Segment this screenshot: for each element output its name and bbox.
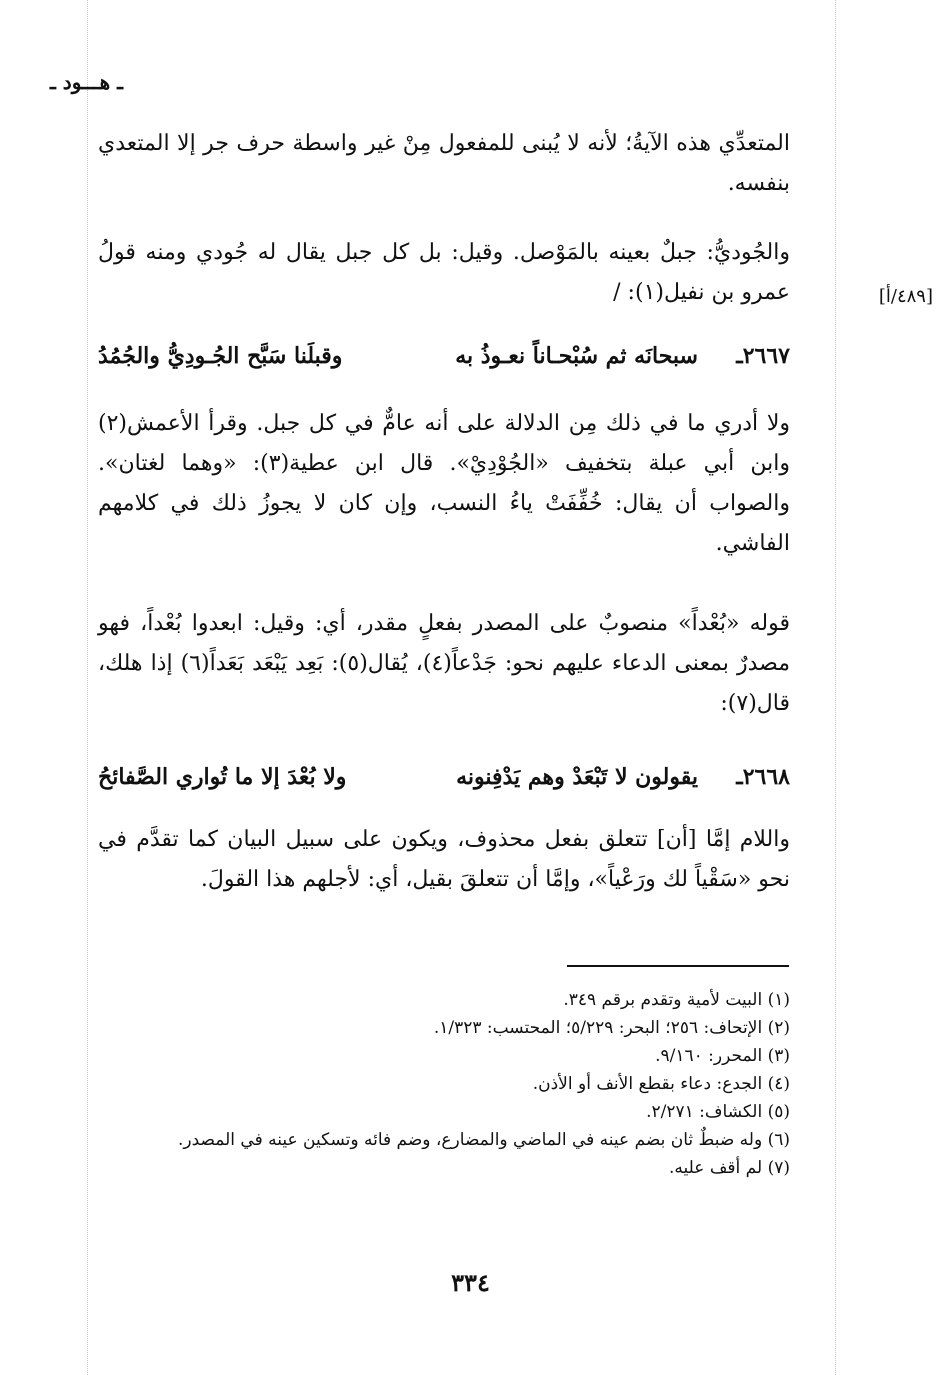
paragraph-5: واللام إمَّا [أن] تتعلق بفعل محذوف، ويكون على سبيل البيان كما تقدَّم في نحو «سَقْياً لك ورَعْياً»، وإمَّا أن تتعلقَ بقيل، أي: لأجلهم هذا القولَ. xyxy=(98,827,790,892)
footnote-separator xyxy=(567,965,789,967)
paragraph-2: والجُوديُّ: جبلٌ بعينه بالمَوْصل. وقيل: بل كل جبل يقال له جُودي ومنه قولُ عمرو بن نفيل(١): / xyxy=(98,240,790,305)
paragraph-4: قوله «بُعْداً» منصوبٌ على المصدر بفعلٍ مقدر، أي: وقيل: ابعدوا بُعْداً، فهو مصدرٌ بمعنى الدعاء عليهم نحو: جَدْعاً(٤)، يُقال(٥): بَعِد يَبْعَد بَعَداً(٦) إذا هلك، قال(٧): xyxy=(98,611,790,716)
margin-folio-ref: [٤٨٩/أ] xyxy=(878,286,933,307)
verse-number: ٢٦٦٨ـ xyxy=(736,764,790,790)
verse-first-hemistich: يقولون لا تَبْعَدْ وهم يَدْفِنونه xyxy=(456,764,698,790)
verse-second-hemistich: ولا بُعْدَ إلا ما تُواري الصَّفائحُ xyxy=(98,764,347,790)
page-number: ٣٣٤ xyxy=(451,1268,490,1297)
verse-second-hemistich: وقبلَنا سَبَّح الجُـودِيُّ والجُمُدُ xyxy=(98,343,343,369)
footnote: (١) البيت لأمية وتقدم برقم ٣٤٩. xyxy=(563,990,790,1010)
paragraph-3: ولا أدري ما في ذلك مِن الدلالة على أنه عامٌّ في كل جبل. وقرأ الأعمش(٢) وابن أبي عبلة بتخفيف «الجُوْدِيْ». قال ابن عطية(٣): «وهما لغتان». والصواب أن يقال: خُفِّفَتْ ياءُ النسب، وإن كان لا يجوزُ ذلك في كلامهم الفاشي. xyxy=(98,411,791,556)
verse-2667 xyxy=(98,336,790,376)
footnote: (٢) الإتحاف: ٢٥٦؛ البحر: ٥/٢٢٩؛ المحتسب: ١/٣٢٣. xyxy=(433,1018,790,1038)
running-header: ـ هـــود ـ xyxy=(49,70,123,94)
paragraph-1: المتعدِّي هذه الآيةُ؛ لأنه لا يُبنى للمفعول مِنْ غير واسطة حرف جر إلا المتعدي بنفسه. xyxy=(98,131,790,196)
footnote: (٣) المحرر: ٩/١٦٠. xyxy=(655,1046,790,1066)
verse-2668 xyxy=(98,757,790,797)
footnote: (٥) الكشاف: ٢/٢٧١. xyxy=(646,1102,790,1122)
footnote: (٧) لم أقف عليه. xyxy=(669,1158,790,1178)
footnote: (٦) وله ضبطٌ ثان بضم عينه في الماضي والمضارع، وضم فائه وتسكين عينه في المصدر. xyxy=(178,1130,790,1150)
footnotes xyxy=(98,986,790,1182)
verse-number: ٢٦٦٧ـ xyxy=(736,343,790,369)
verse-first-hemistich: سبحانَه ثم سُبْحـاناً نعـوذُ به xyxy=(455,343,698,369)
footnote: (٤) الجدع: دعاء بقطع الأنف أو الأذن. xyxy=(532,1074,790,1094)
